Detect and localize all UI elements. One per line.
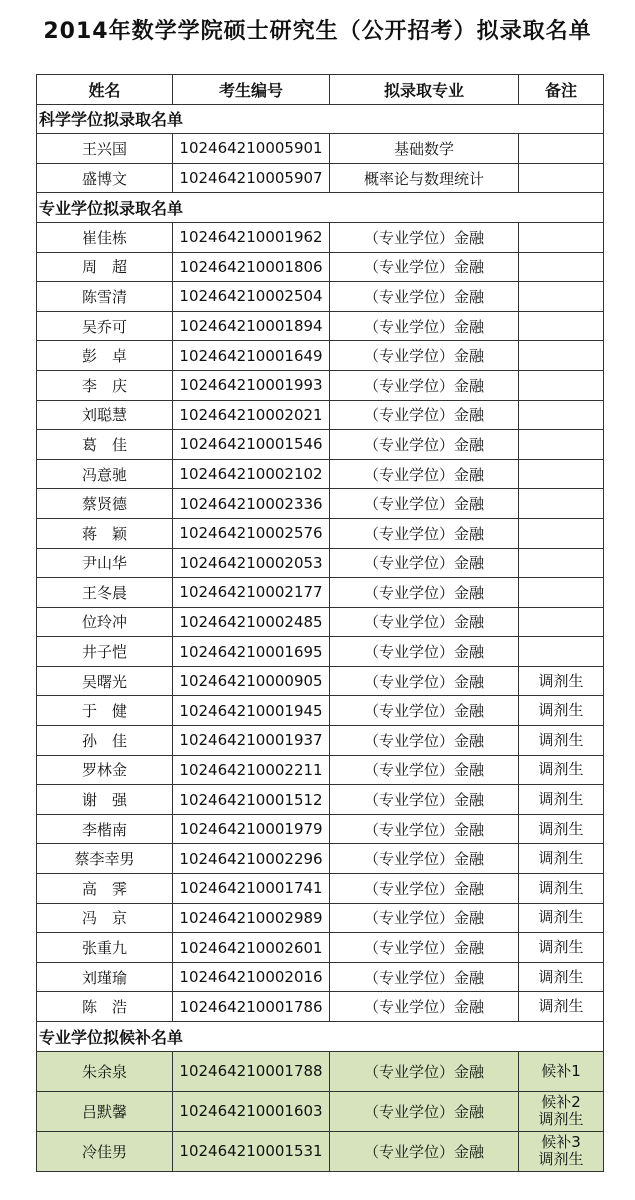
table-row	[37, 578, 604, 608]
cell-candidate-id: 102464210001531	[173, 1131, 330, 1171]
cell-name: 高 霁	[37, 874, 173, 904]
cell-note	[519, 341, 604, 371]
table-row	[37, 548, 604, 578]
cell-name: 李 庆	[37, 370, 173, 400]
cell-name: 陈 浩	[37, 992, 173, 1022]
cell-candidate-id: 102464210002016	[173, 962, 330, 992]
note-line: 调剂生	[538, 849, 584, 868]
note-line: 调剂生	[538, 671, 584, 690]
cell-note	[519, 252, 604, 282]
header-name: 姓名	[37, 75, 173, 105]
cell-major: （专业学位）金融	[330, 607, 519, 637]
cell-name: 吴曙光	[37, 666, 173, 696]
table-row	[37, 341, 604, 371]
cell-candidate-id: 102464210001937	[173, 726, 330, 756]
cell-candidate-id: 102464210001695	[173, 637, 330, 667]
cell-candidate-id: 102464210002177	[173, 578, 330, 608]
cell-major: （专业学位）金融	[330, 548, 519, 578]
cell-candidate-id: 102464210002989	[173, 903, 330, 933]
cell-major: （专业学位）金融	[330, 814, 519, 844]
section-heading: 专业学位拟录取名单	[37, 193, 604, 223]
note-line: 调剂生	[538, 908, 584, 927]
cell-note	[519, 726, 604, 756]
cell-candidate-id: 102464210000905	[173, 666, 330, 696]
cell-name: 葛 佳	[37, 430, 173, 460]
table-row	[37, 163, 604, 193]
cell-name: 蒋 颖	[37, 518, 173, 548]
cell-candidate-id: 102464210002336	[173, 489, 330, 519]
cell-major: （专业学位）金融	[330, 459, 519, 489]
cell-major: （专业学位）金融	[330, 844, 519, 874]
table-row	[37, 489, 604, 519]
table-row	[37, 459, 604, 489]
cell-note	[519, 1051, 604, 1091]
cell-candidate-id: 102464210002576	[173, 518, 330, 548]
cell-major: （专业学位）金融	[330, 696, 519, 726]
cell-name: 谢 强	[37, 785, 173, 815]
cell-note	[519, 459, 604, 489]
table-row	[37, 222, 604, 252]
cell-candidate-id: 102464210002211	[173, 755, 330, 785]
cell-note	[519, 548, 604, 578]
cell-name: 朱余泉	[37, 1051, 173, 1091]
table-body	[37, 104, 604, 1171]
cell-major: 基础数学	[330, 134, 519, 164]
cell-note	[519, 518, 604, 548]
cell-major: （专业学位）金融	[330, 1091, 519, 1131]
cell-note	[519, 134, 604, 164]
cell-name: 冯 京	[37, 903, 173, 933]
cell-name: 罗林金	[37, 755, 173, 785]
cell-candidate-id: 102464210002504	[173, 282, 330, 312]
cell-major: （专业学位）金融	[330, 341, 519, 371]
cell-name: 盛博文	[37, 163, 173, 193]
table-row	[37, 874, 604, 904]
cell-name: 冯意驰	[37, 459, 173, 489]
cell-major: （专业学位）金融	[330, 992, 519, 1022]
cell-candidate-id: 102464210001512	[173, 785, 330, 815]
table-row	[37, 844, 604, 874]
cell-note	[519, 637, 604, 667]
cell-name: 孙 佳	[37, 726, 173, 756]
cell-note	[519, 814, 604, 844]
table-row	[37, 696, 604, 726]
table-row	[37, 370, 604, 400]
cell-name: 冷佳男	[37, 1131, 173, 1171]
cell-name: 王兴国	[37, 134, 173, 164]
cell-candidate-id: 102464210001603	[173, 1091, 330, 1131]
cell-candidate-id: 102464210001741	[173, 874, 330, 904]
cell-major: （专业学位）金融	[330, 726, 519, 756]
table-row	[37, 666, 604, 696]
cell-candidate-id: 102464210002053	[173, 548, 330, 578]
cell-candidate-id: 102464210002601	[173, 933, 330, 963]
note-line: 调剂生	[538, 730, 584, 749]
cell-major: （专业学位）金融	[330, 1051, 519, 1091]
cell-name: 于 健	[37, 696, 173, 726]
note-line: 调剂生	[538, 819, 584, 838]
cell-candidate-id: 102464210001786	[173, 992, 330, 1022]
cell-candidate-id: 102464210001649	[173, 341, 330, 371]
admission-table	[36, 74, 604, 1172]
cell-name: 井子恺	[37, 637, 173, 667]
cell-name: 刘瑾瑜	[37, 962, 173, 992]
cell-major: （专业学位）金融	[330, 518, 519, 548]
table-row	[37, 400, 604, 430]
header-note: 备注	[519, 75, 604, 105]
cell-major: （专业学位）金融	[330, 252, 519, 282]
note-line: 调剂生	[538, 760, 584, 779]
cell-major: （专业学位）金融	[330, 903, 519, 933]
cell-name: 李楷南	[37, 814, 173, 844]
cell-major: （专业学位）金融	[330, 578, 519, 608]
note-line: 调剂生	[538, 967, 584, 986]
cell-name: 吕默馨	[37, 1091, 173, 1131]
cell-name: 蔡贤德	[37, 489, 173, 519]
cell-major: （专业学位）金融	[330, 755, 519, 785]
cell-candidate-id: 102464210002102	[173, 459, 330, 489]
cell-major: 概率论与数理统计	[330, 163, 519, 193]
cell-note	[519, 1091, 604, 1131]
cell-major: （专业学位）金融	[330, 933, 519, 963]
header-major: 拟录取专业	[330, 75, 519, 105]
cell-candidate-id: 102464210001945	[173, 696, 330, 726]
note-line: 调剂生	[538, 878, 584, 897]
cell-note	[519, 163, 604, 193]
cell-major: （专业学位）金融	[330, 962, 519, 992]
table-row	[37, 962, 604, 992]
cell-candidate-id: 102464210001962	[173, 222, 330, 252]
cell-note	[519, 755, 604, 785]
table-row	[37, 903, 604, 933]
table-row	[37, 933, 604, 963]
table-row	[37, 1091, 604, 1131]
cell-candidate-id: 102464210002296	[173, 844, 330, 874]
table-row	[37, 1051, 604, 1091]
cell-note	[519, 992, 604, 1022]
cell-name: 吴乔可	[37, 311, 173, 341]
note-line-2: 调剂生	[538, 1110, 584, 1129]
note-line: 调剂生	[538, 997, 584, 1016]
table-row	[37, 726, 604, 756]
cell-candidate-id: 102464210005901	[173, 134, 330, 164]
cell-name: 周 超	[37, 252, 173, 282]
cell-major: （专业学位）金融	[330, 666, 519, 696]
cell-note	[519, 370, 604, 400]
cell-candidate-id: 102464210001806	[173, 252, 330, 282]
cell-major: （专业学位）金融	[330, 785, 519, 815]
table-row	[37, 814, 604, 844]
cell-note	[519, 578, 604, 608]
cell-major: （专业学位）金融	[330, 370, 519, 400]
cell-major: （专业学位）金融	[330, 400, 519, 430]
note-line: 调剂生	[538, 938, 584, 957]
section-heading-row	[37, 1022, 604, 1052]
cell-note	[519, 874, 604, 904]
cell-candidate-id: 102464210001993	[173, 370, 330, 400]
note-line: 候补2	[541, 1093, 581, 1112]
cell-name: 彭 卓	[37, 341, 173, 371]
cell-candidate-id: 102464210001788	[173, 1051, 330, 1091]
table-row	[37, 607, 604, 637]
cell-major: （专业学位）金融	[330, 282, 519, 312]
table-row	[37, 134, 604, 164]
cell-note	[519, 696, 604, 726]
cell-candidate-id: 102464210002485	[173, 607, 330, 637]
cell-note	[519, 785, 604, 815]
cell-name: 蔡李幸男	[37, 844, 173, 874]
cell-name: 崔佳栋	[37, 222, 173, 252]
cell-candidate-id: 102464210001894	[173, 311, 330, 341]
section-heading: 专业学位拟候补名单	[37, 1022, 604, 1052]
cell-candidate-id: 102464210005907	[173, 163, 330, 193]
cell-name: 刘聪慧	[37, 400, 173, 430]
table-row	[37, 518, 604, 548]
note-line: 候补1	[541, 1061, 581, 1080]
header-candidate-id: 考生编号	[173, 75, 330, 105]
cell-major: （专业学位）金融	[330, 430, 519, 460]
cell-note	[519, 400, 604, 430]
note-line: 调剂生	[538, 701, 584, 720]
cell-note	[519, 607, 604, 637]
cell-note	[519, 222, 604, 252]
cell-name: 王冬晨	[37, 578, 173, 608]
table-row	[37, 992, 604, 1022]
cell-note	[519, 962, 604, 992]
table-row	[37, 755, 604, 785]
cell-note	[519, 1131, 604, 1171]
table-row	[37, 252, 604, 282]
cell-candidate-id: 102464210001979	[173, 814, 330, 844]
cell-note	[519, 903, 604, 933]
cell-name: 陈雪清	[37, 282, 173, 312]
cell-note	[519, 933, 604, 963]
cell-major: （专业学位）金融	[330, 1131, 519, 1171]
cell-note	[519, 489, 604, 519]
note-line: 调剂生	[538, 790, 584, 809]
cell-major: （专业学位）金融	[330, 874, 519, 904]
table-row	[37, 637, 604, 667]
table-row	[37, 1131, 604, 1171]
table-header-row	[37, 75, 604, 105]
section-heading-row	[37, 193, 604, 223]
document-title: 2014年数学学院硕士研究生（公开招考）拟录取名单	[43, 19, 592, 44]
cell-major: （专业学位）金融	[330, 489, 519, 519]
cell-major: （专业学位）金融	[330, 311, 519, 341]
cell-note	[519, 311, 604, 341]
cell-name: 尹山华	[37, 548, 173, 578]
cell-note	[519, 844, 604, 874]
table-row	[37, 785, 604, 815]
section-heading-row	[37, 104, 604, 134]
note-line: 候补3	[541, 1133, 581, 1152]
cell-major: （专业学位）金融	[330, 637, 519, 667]
cell-major: （专业学位）金融	[330, 222, 519, 252]
cell-candidate-id: 102464210001546	[173, 430, 330, 460]
cell-note	[519, 430, 604, 460]
cell-candidate-id: 102464210002021	[173, 400, 330, 430]
table-row	[37, 430, 604, 460]
cell-name: 张重九	[37, 933, 173, 963]
table-row	[37, 311, 604, 341]
table-row	[37, 282, 604, 312]
note-line-2: 调剂生	[538, 1150, 584, 1169]
cell-note	[519, 282, 604, 312]
section-heading: 科学学位拟录取名单	[37, 104, 604, 134]
cell-name: 位玲冲	[37, 607, 173, 637]
cell-note	[519, 666, 604, 696]
